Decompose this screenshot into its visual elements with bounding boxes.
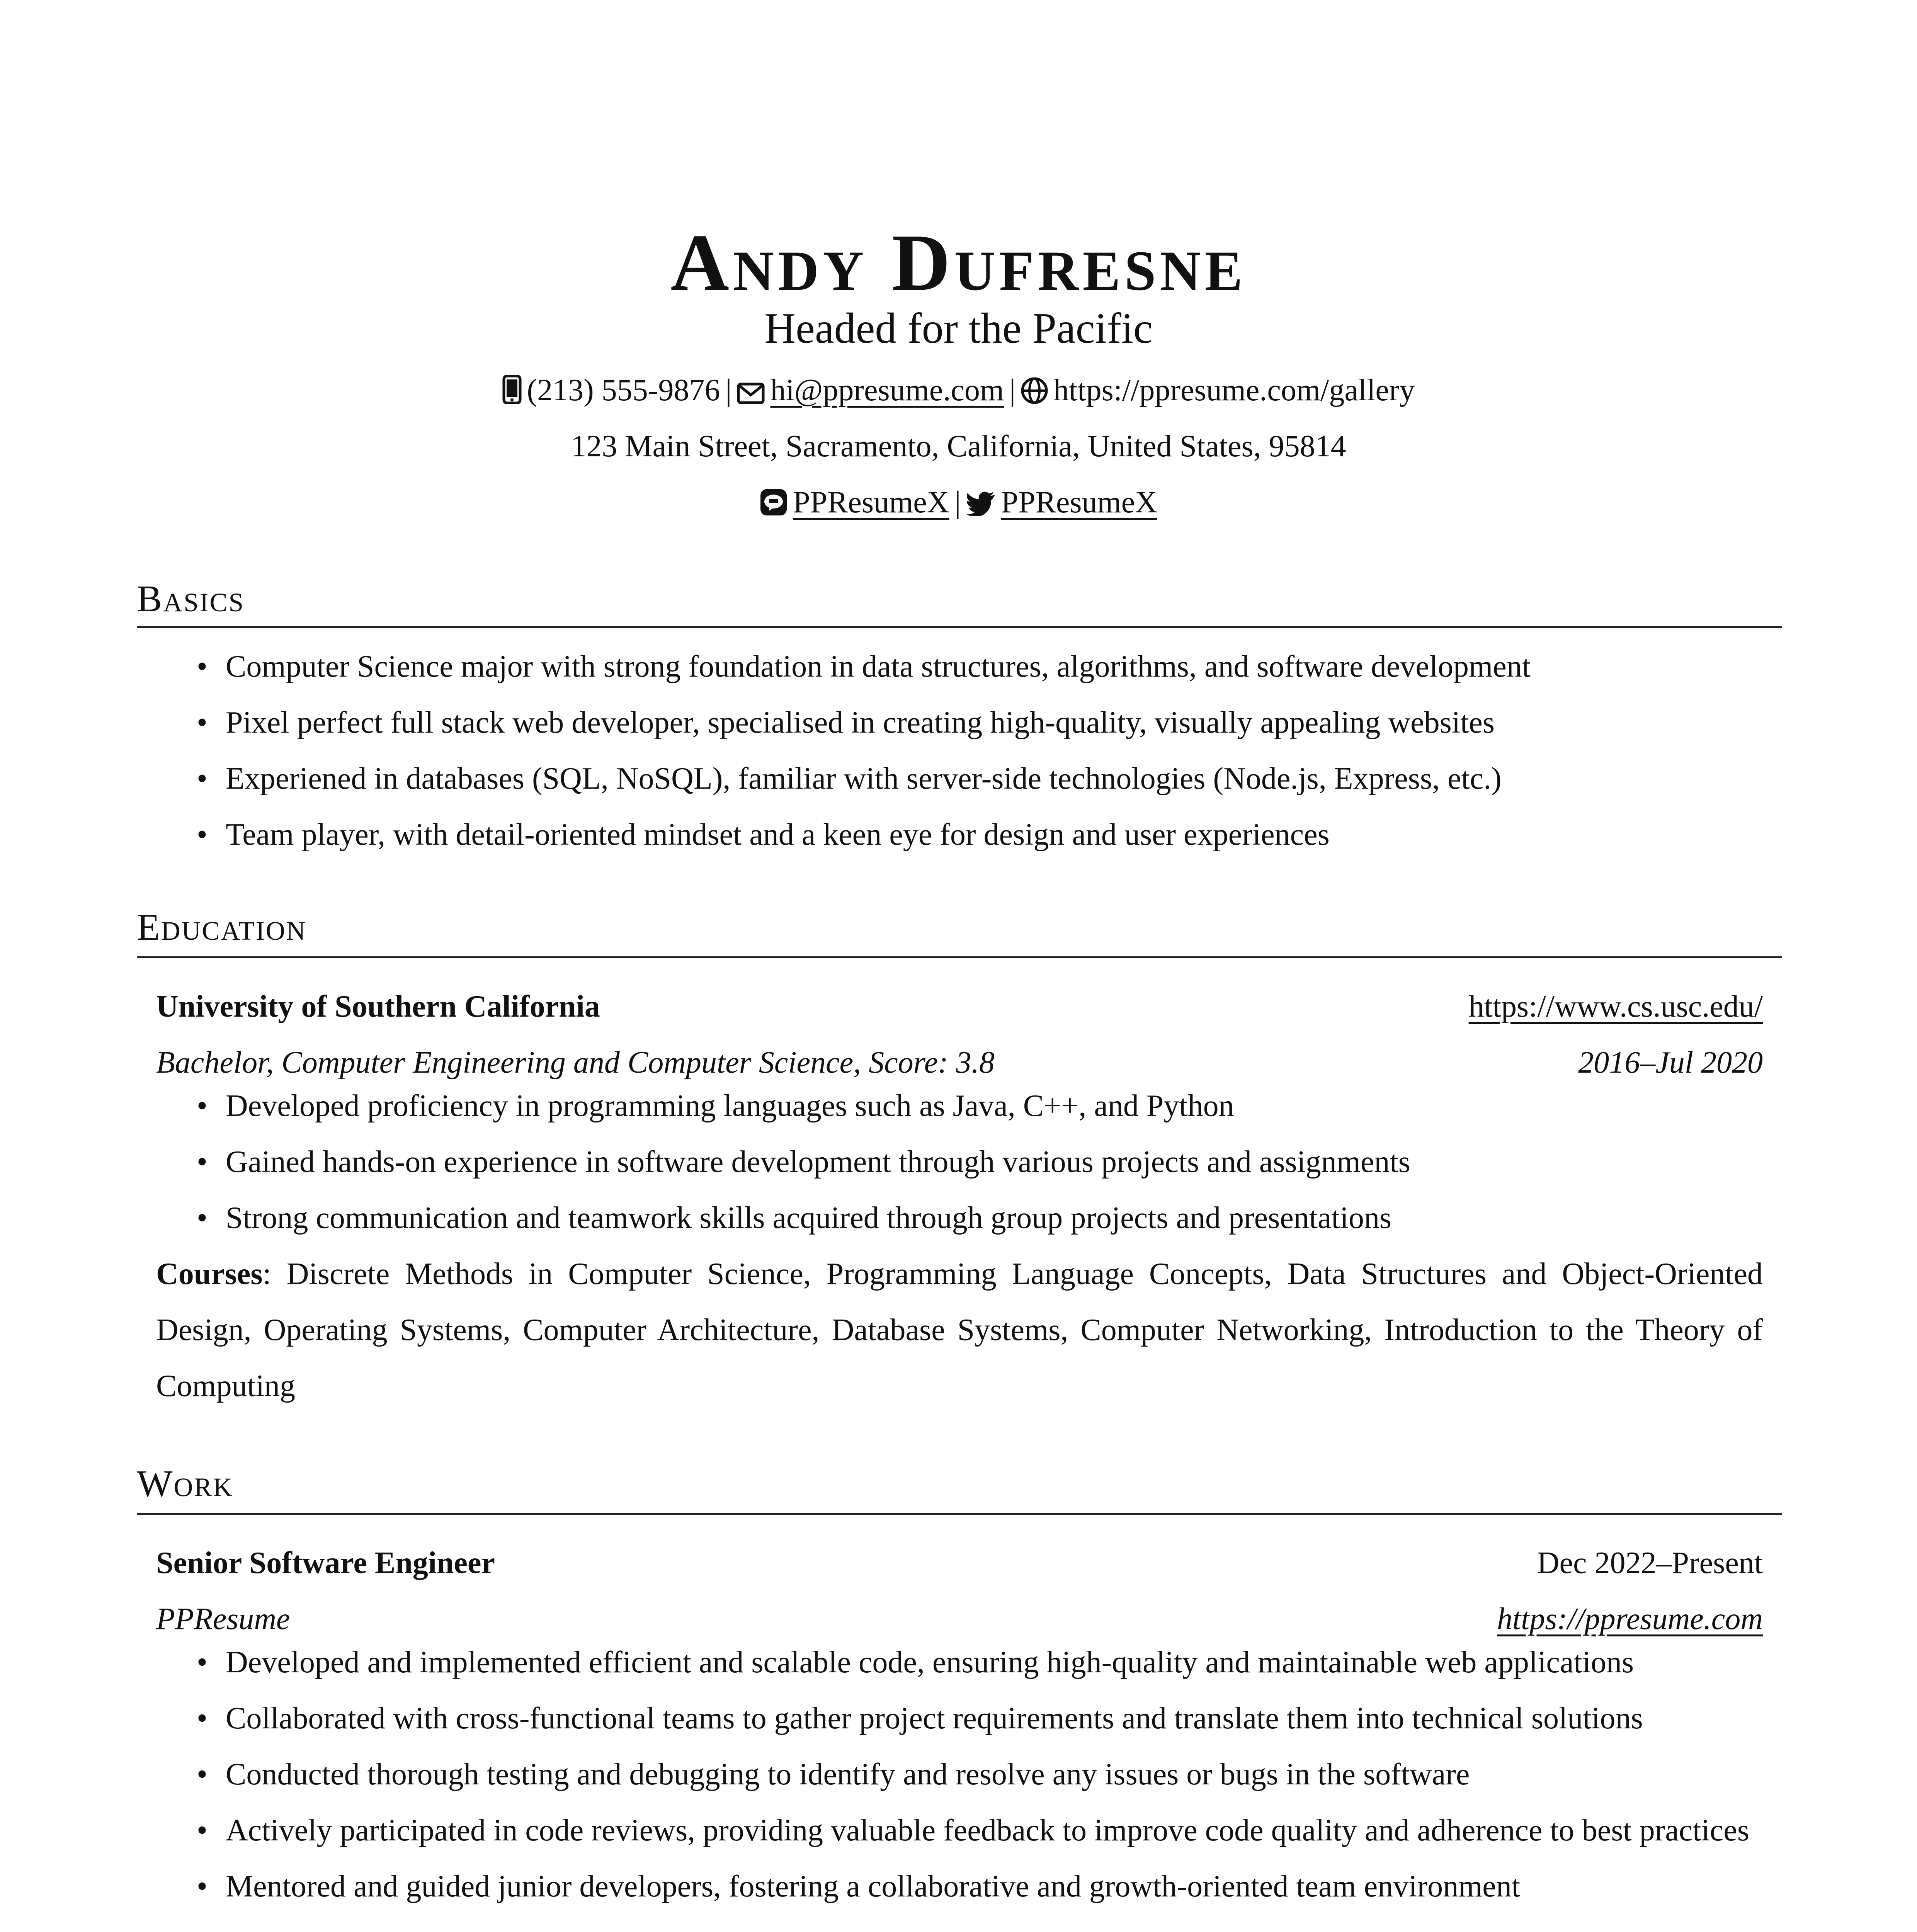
section-rule [137,626,1782,628]
list-item: • Computer Science major with strong foundation in data structures, algorithms, and software development [137,639,1782,695]
list-item: • Collaborated with cross-functional teams to gather project requirements and translate them into technical solutions [137,1690,1782,1747]
line-profile-link[interactable]: PPResumeX [793,485,949,519]
section-title: Basics [137,578,245,620]
candidate-name: Andy Dufresne [670,218,1247,308]
list-item: • Actively participated in code reviews, providing valuable feedback to improve code quality and adherence to best practices [137,1803,1782,1859]
job-list [137,1634,1782,1915]
basics-list [137,639,1782,863]
courses-label: Courses [156,1257,263,1291]
phone-number: (213) 555-9876 [527,373,720,407]
headline: Headed for the Pacific [764,304,1153,352]
job-position: Senior Software Engineer [156,1546,495,1580]
institution-url[interactable]: https://www.cs.usc.edu/ [1468,990,1763,1024]
twitter-icon [966,485,996,527]
list-item: • Developed and implemented efficient and scalable code, ensuring high-quality and maintainable web applications [137,1634,1782,1690]
courses-list: Discrete Methods in Computer Science, Programming Language Concepts, Data Structures and Object-Oriented Design, Operating Systems, Computer Architecture, Database Systems, Computer Networking, Introduction to the Theory of Computing [156,1257,1763,1403]
job-dates: Dec 2022–Present [1537,1546,1763,1580]
education-list [137,1078,1782,1246]
profiles-line [0,481,1917,527]
mobile-phone-icon [502,373,522,415]
separator: | [725,373,732,407]
line-icon [760,485,788,527]
list-item: • Mentored and guided junior developers, fostering a collaborative and growth-oriented team environment [137,1859,1782,1915]
list-item: • Pixel perfect full stack web developer, specialised in creating high-quality, visually appealing websites [137,695,1782,751]
courses: Courses: Discrete Methods in Computer Science, Programming Language Concepts, Data Structures and Object-Oriented Design, Operating Systems, Computer Architecture, Database Systems, Computer Networking, Introduction to the Theory of Computing [156,1257,1763,1403]
list-item: • Team player, with detail-oriented mindset and a keen eye for design and user experiences [137,807,1782,863]
section-rule [137,1513,1782,1515]
globe-icon [1021,373,1048,415]
list-item: • Conducted thorough testing and debugging to identify and resolve any issues or bugs in the software [137,1747,1782,1803]
institution-name: University of Southern California [156,990,600,1024]
separator: | [954,485,961,519]
education-dates: 2016–Jul 2020 [1578,1046,1763,1080]
list-item: • Experiened in databases (SQL, NoSQL), familiar with server-side technologies (Node.js, Express, etc.) [137,751,1782,807]
company-name: PPResume [156,1602,290,1636]
separator: | [1009,373,1016,407]
email-link[interactable]: hi@ppresume.com [770,373,1004,407]
website-link[interactable]: https://ppresume.com/gallery [1053,373,1415,407]
address: 123 Main Street, Sacramento, California, United States, 95814 [571,429,1346,463]
envelope-icon [737,373,765,415]
section-title: Work [137,1463,234,1505]
company-url[interactable]: https://ppresume.com [1497,1602,1763,1636]
section-rule [137,956,1782,958]
list-item: • Gained hands-on experience in software development through various projects and assignments [137,1134,1782,1190]
list-item: • Developed proficiency in programming languages such as Java, C++, and Python [137,1078,1782,1134]
section-title: Education [137,906,307,948]
list-item: • Strong communication and teamwork skills acquired through group projects and presentations [137,1190,1782,1246]
twitter-profile-link[interactable]: PPResumeX [1001,485,1157,519]
degree: Bachelor, Computer Engineering and Computer Science, Score: 3.8 [156,1046,995,1080]
contact-line [0,369,1917,415]
